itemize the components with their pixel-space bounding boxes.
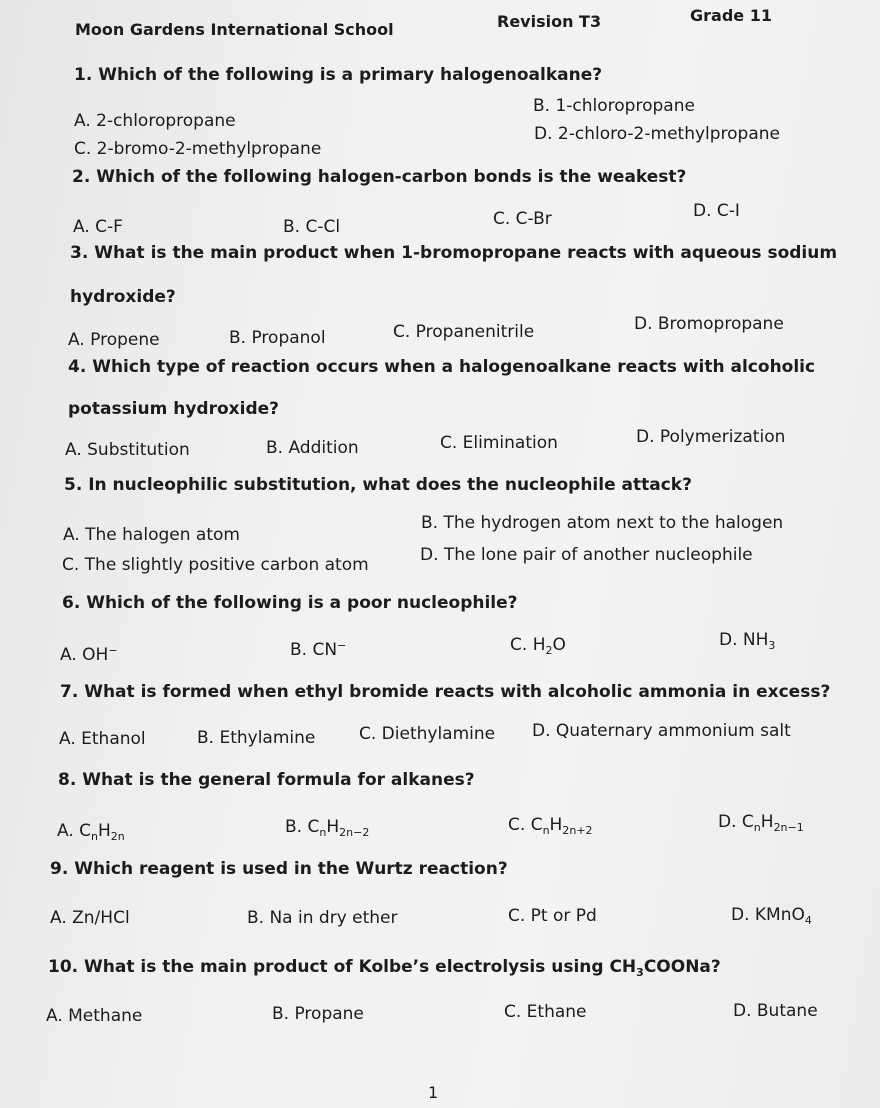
document-title: Revision T3 bbox=[497, 12, 602, 31]
question-6-option-d: D. $NH_3$ bbox=[719, 630, 776, 652]
question-5-stem: 5. In nucleophilic substitution, what does the nucleophile attack? bbox=[64, 475, 692, 495]
question-4-stem-line-2: potassium hydroxide? bbox=[68, 399, 280, 419]
question-5-option-d: D. The lone pair of another nucleophile bbox=[420, 545, 753, 565]
question-6-option-b: B. CN− bbox=[290, 639, 347, 660]
question-4-option-b: B. Addition bbox=[266, 438, 359, 458]
question-1-option-b: B. 1-chloropropane bbox=[533, 96, 695, 116]
question-10-stem: 10. What is the main product of Kolbe’s electrolysis using $CH_3COONa$? bbox=[48, 957, 721, 979]
question-7-option-d: D. Quaternary ammonium salt bbox=[532, 721, 791, 741]
question-2-option-a: A. C-F bbox=[73, 217, 123, 237]
question-8-option-c: C. $C_nH_{2n+2}$ bbox=[508, 815, 593, 837]
question-4-option-d: D. Polymerization bbox=[636, 427, 786, 447]
question-3-option-a: A. Propene bbox=[68, 330, 160, 350]
question-1-option-c: C. 2-bromo-2-methylpropane bbox=[74, 139, 322, 159]
question-7-option-a: A. Ethanol bbox=[59, 729, 146, 749]
question-9-stem: 9. Which reagent is used in the Wurtz reaction? bbox=[50, 859, 508, 879]
question-6-option-c: C. $H_2O$ bbox=[510, 635, 566, 657]
question-8-stem: 8. What is the general formula for alkanes? bbox=[58, 770, 475, 790]
question-9-option-d: D. KMnO$_4$ bbox=[731, 905, 812, 927]
question-5-option-b: B. The hydrogen atom next to the halogen bbox=[421, 513, 784, 533]
question-1-stem: 1. Which of the following is a primary halogenoalkane? bbox=[74, 65, 603, 85]
question-9-option-a: A. Zn/HCl bbox=[50, 908, 130, 928]
question-3-option-b: B. Propanol bbox=[229, 328, 326, 348]
question-4-option-c: C. Elimination bbox=[440, 433, 558, 453]
question-4-stem-line-1: 4. Which type of reaction occurs when a halogenoalkane reacts with alcoholic bbox=[68, 357, 816, 377]
grade-label: Grade 11 bbox=[690, 6, 772, 25]
school-name: Moon Gardens International School bbox=[75, 20, 394, 39]
question-10-option-b: B. Propane bbox=[272, 1004, 364, 1024]
question-4-option-a: A. Substitution bbox=[65, 440, 190, 460]
question-5-option-c: C. The slightly positive carbon atom bbox=[62, 555, 369, 575]
question-2-option-d: D. C-I bbox=[693, 201, 740, 221]
question-6-option-a: A. OH− bbox=[60, 644, 118, 665]
question-1-option-a: A. 2-chloropropane bbox=[74, 111, 236, 131]
question-7-option-c: C. Diethylamine bbox=[359, 724, 496, 744]
question-2-option-b: B. C-Cl bbox=[283, 217, 341, 237]
question-8-option-a: A. $C_nH_{2n}$ bbox=[57, 821, 125, 843]
question-6-stem: 6. Which of the following is a poor nucleophile? bbox=[62, 593, 518, 613]
question-5-option-a: A. The halogen atom bbox=[63, 525, 240, 545]
question-10-option-c: C. Ethane bbox=[504, 1002, 587, 1022]
question-10-option-d: D. Butane bbox=[733, 1001, 818, 1021]
question-3-option-d: D. Bromopropane bbox=[634, 314, 784, 334]
question-3-stem-line-2: hydroxide? bbox=[70, 287, 176, 307]
question-1-option-d: D. 2-chloro-2-methylpropane bbox=[534, 124, 781, 144]
question-7-stem: 7. What is formed when ethyl bromide reacts with alcoholic ammonia in excess? bbox=[60, 682, 831, 702]
question-2-option-c: C. C-Br bbox=[493, 209, 552, 229]
question-9-option-b: B. Na in dry ether bbox=[247, 908, 398, 928]
question-2-stem: 2. Which of the following halogen-carbon bonds is the weakest? bbox=[72, 167, 687, 187]
question-7-option-b: B. Ethylamine bbox=[197, 728, 316, 748]
question-8-option-b: B. $C_nH_{2n-2}$ bbox=[285, 817, 370, 839]
question-8-option-d: D. $C_nH_{2n-1}$ bbox=[718, 812, 804, 834]
page-number: 1 bbox=[428, 1083, 439, 1102]
question-9-option-c: C. Pt or Pd bbox=[508, 906, 597, 926]
question-3-stem-line-1: 3. What is the main product when 1-bromopropane reacts with aqueous sodium bbox=[70, 243, 838, 263]
question-3-option-c: C. Propanenitrile bbox=[393, 322, 535, 342]
question-10-option-a: A. Methane bbox=[46, 1006, 143, 1026]
